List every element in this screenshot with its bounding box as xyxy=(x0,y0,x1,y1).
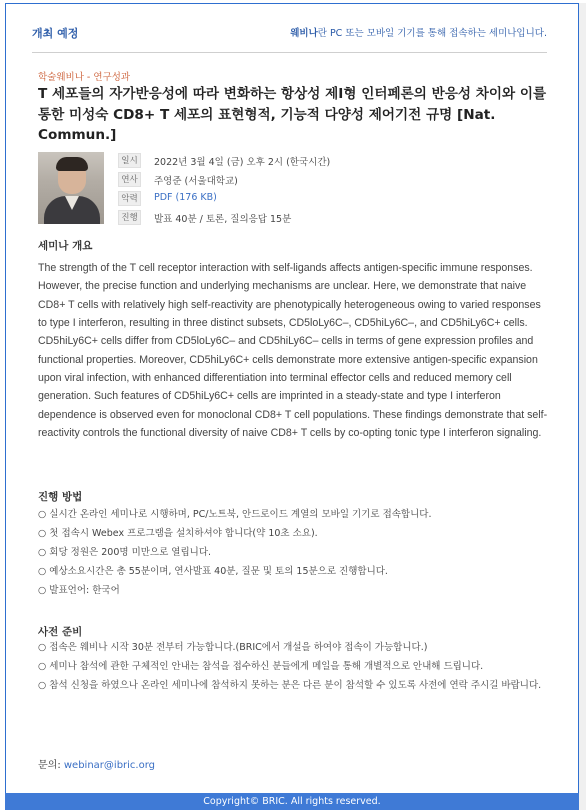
contact-label: 문의: xyxy=(38,760,64,771)
info-value: 주영준 (서울대학교) xyxy=(154,176,238,187)
footer-copyright: Copyright© BRIC. All rights reserved. xyxy=(5,793,579,810)
header-description xyxy=(290,25,547,39)
overview-text: The strength of the T cell receptor interaction with self-ligands affects antigen-specific immune responses. However, the precise function and underlying mechanisms are unclear. Here, we demonstrate that naive CD8+ T cells with relatively high self-reactivity are phenotypically heterogeneous owing to varied responses to type I interferon, resulting in three distinct subsets, CD5loLy6C–, CD5hiLy6C–, and CD5hiLy6C+ cells. CD5hiLy6C+ cells differ from CD5loLy6C– and CD5hiLy6C– cells in terms of gene expression profiles and functional properties. Moreover, CD5hiLy6C+ cells demonstrate more extensive antigen-specific expansion upon viral infection, with enhanced differentiation into terminal effector cells and reduced memory cell generation. Such features of CD5hiLy6C+ cells are imprinted in a steady-state and type I interferon dependence is observed even for monoclonal CD8+ T cell populations. These findings demonstrate that self-reactivity controls the functional diversity of naive CD8+ T cells by co-opting tonic type I interferon signaling. xyxy=(38,262,548,440)
photo-hair xyxy=(56,157,88,171)
list-item: ○ 세미나 참석에 관한 구체적인 안내는 참석을 접수하신 분들에게 메일을 통해 개별적으로 안내해 드립니다. xyxy=(38,661,484,672)
overview-heading: 세미나 개요 xyxy=(38,240,93,252)
list-item: ○ 참석 신청을 하였으나 온라인 세미나에 참석하지 못하는 분은 다른 분이 참석할 수 있도록 사전에 연락 주시길 바랍니다. xyxy=(38,680,542,691)
page-title: T 세포들의 자가반응성에 따라 변화하는 항상성 제I형 인터페론의 반응성 차이와 이를 통한 미성숙 CD8+ T 세포의 표현형적, 기능적 다양성 제어기전 규명 [Nat. Commun.] xyxy=(38,86,547,143)
method-list xyxy=(38,505,550,600)
info-label: 악력 xyxy=(118,191,141,206)
info-label: 일시 xyxy=(118,153,141,168)
list-item: ○ 발표언어: 한국어 xyxy=(38,585,120,596)
contact-line xyxy=(38,756,155,771)
method-heading: 진행 방법 xyxy=(38,491,83,503)
info-label: 연사 xyxy=(118,172,141,187)
cv-pdf-link[interactable]: PDF (176 KB) xyxy=(154,192,217,203)
prep-heading: 사전 준비 xyxy=(38,626,83,638)
info-label: 진행 xyxy=(118,210,141,225)
header-bar xyxy=(32,14,547,53)
prep-list xyxy=(38,638,550,695)
category-label: 학술웨비나 - 연구성과 xyxy=(38,72,131,83)
list-item: ○ 회당 정원은 200명 미만으로 열립니다. xyxy=(38,547,212,558)
list-item: ○ 예상소요시간은 총 55분이며, 연사발표 40분, 질문 및 토의 15분으로 진행합니다. xyxy=(38,566,388,577)
list-item: ○ 실시간 온라인 세미나로 시행하며, PC/노트북, 안드로이드 계열의 모바일 기기로 접속합니다. xyxy=(38,509,432,520)
webinar-term: 웨비나 xyxy=(290,28,318,39)
list-item: ○ 첫 접속시 Webex 프로그램을 설치하셔야 합니다(약 10초 소요). xyxy=(38,528,318,539)
contact-email-link[interactable]: webinar@ibric.org xyxy=(63,760,156,771)
header-description-text: 란 PC 또는 모바일 기기를 통해 접속하는 세미나입니다. xyxy=(317,28,547,39)
scrollbar[interactable] xyxy=(579,3,586,810)
status-label: 개최 예정 xyxy=(32,27,79,40)
info-value: 발표 40분 / 토론, 질의응답 15분 xyxy=(154,214,292,225)
info-value: 2022년 3월 4일 (금) 오후 2시 (한국시간) xyxy=(154,157,331,168)
list-item: ○ 접속은 웨비나 시작 30분 전부터 가능합니다.(BRIC에서 개설을 하여야 접속이 가능합니다.) xyxy=(38,642,428,653)
speaker-photo xyxy=(38,152,104,224)
